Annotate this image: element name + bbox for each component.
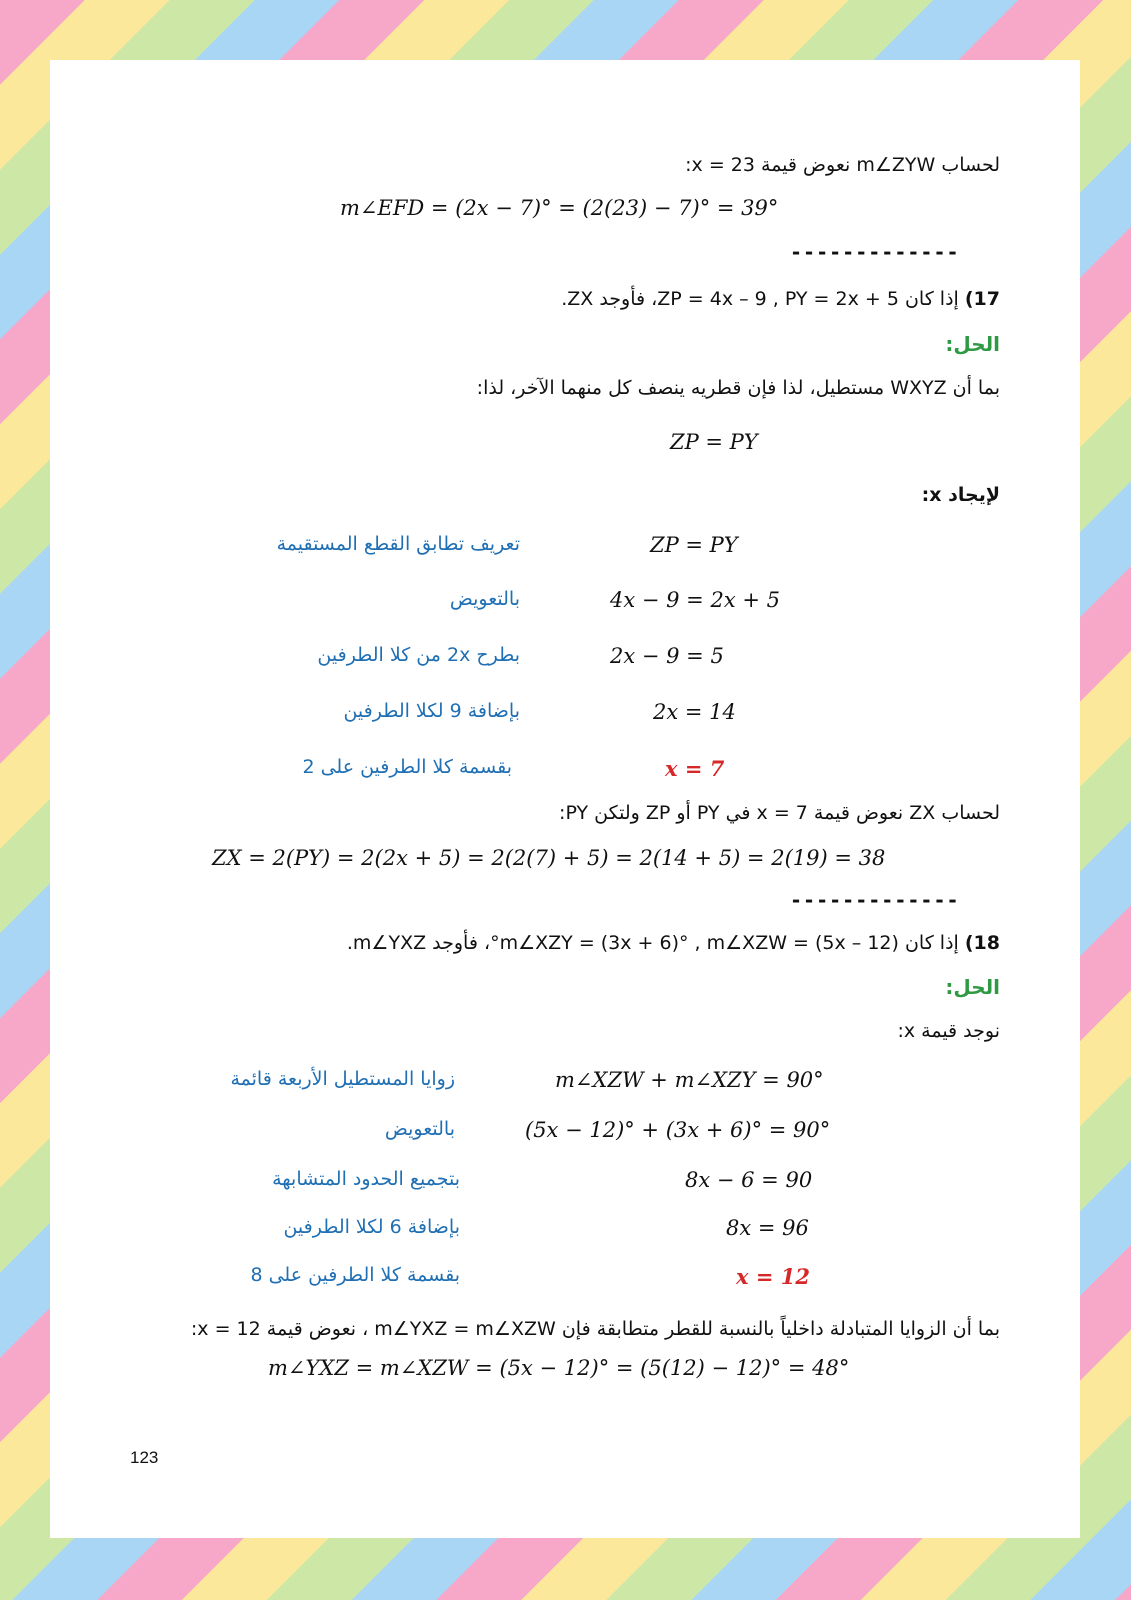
q18-step-2-reason: بالتعويض xyxy=(384,1118,455,1140)
q17-step-1-eq: ZP = PY xyxy=(650,533,738,557)
question-18 xyxy=(347,932,1000,955)
q18-conclusion: بما أن الزوايا المتبادلة داخلياً بالنسبة للقطر متطابقة فإن m∠YXZ = m∠XZW ، نعوض قيمة x = 12: xyxy=(190,1318,1000,1340)
q17-final-equation: ZX = 2(PY) = 2(2x + 5) = 2(2(7) + 5) = 2(14 + 5) = 2(19) = 38 xyxy=(212,846,886,870)
q17-step-2-eq: 4x − 9 = 2x + 5 xyxy=(610,588,780,612)
question-17-number: 17) xyxy=(964,288,1000,310)
q17-step-1-reason: تعريف تطابق القطع المستقيمة xyxy=(276,533,520,555)
zyw-intro: لحساب m∠ZYW نعوض قيمة x = 23: xyxy=(685,154,1000,176)
q18-step-3-reason: بتجميع الحدود المتشابهة xyxy=(272,1168,460,1190)
question-17 xyxy=(561,288,1000,311)
q18-solution-label: الحل: xyxy=(945,975,1000,999)
q17-step-3-reason: بطرح 2x من كلا الطرفين xyxy=(317,644,520,666)
page-number: 123 xyxy=(130,1448,159,1467)
q18-find-x: نوجد قيمة x: xyxy=(897,1020,1000,1042)
q18-step-2-eq: (5x − 12)° + (3x + 6)° = 90° xyxy=(525,1118,831,1142)
q18-step-4-eq: 8x = 96 xyxy=(726,1216,809,1240)
q18-step-3-eq: 8x − 6 = 90 xyxy=(685,1168,813,1192)
separator-2: ------------- xyxy=(790,888,960,912)
q17-step-5-eq: x = 7 xyxy=(665,756,725,781)
q17-find-x: لإيجاد x: xyxy=(921,484,1000,506)
q17-step-4-reason: بإضافة 9 لكلا الطرفين xyxy=(343,700,520,722)
q18-step-1-reason: زوايا المستطيل الأربعة قائمة xyxy=(230,1068,455,1090)
q17-reason-text: بما أن WXYZ مستطيل، لذا فإن قطريه ينصف كل منهما الآخر، لذا: xyxy=(476,377,1000,399)
efd-equation: m∠EFD = (2x − 7)° = (2(23) − 7)° = 39° xyxy=(340,196,779,220)
question-18-text: إذا كان m∠XZY = (3x + 6)° , m∠XZW = (5x – 12)°، فأوجد m∠YXZ. xyxy=(346,932,959,954)
question-17-text: إذا كان ZP = 4x – 9 , PY = 2x + 5، فأوجد ZX. xyxy=(561,288,959,310)
q17-solution-label: الحل: xyxy=(945,332,1000,356)
question-18-number: 18) xyxy=(964,932,1000,954)
q18-step-1-eq: m∠XZW + m∠XZY = 90° xyxy=(555,1068,824,1092)
q17-step-4-eq: 2x = 14 xyxy=(653,700,736,724)
q18-final-equation: m∠YXZ = m∠XZW = (5x − 12)° = (5(12) − 12)° = 48° xyxy=(268,1356,850,1380)
q18-step-5-eq: x = 12 xyxy=(736,1264,810,1289)
q17-step-3-eq: 2x − 9 = 5 xyxy=(610,644,724,668)
q17-step-5-reason: بقسمة كلا الطرفين على 2 xyxy=(302,756,512,778)
worksheet-page xyxy=(50,60,1080,1538)
q18-step-5-reason: بقسمة كلا الطرفين على 8 xyxy=(250,1264,460,1286)
q17-main-equation: ZP = PY xyxy=(670,430,758,454)
q18-step-4-reason: بإضافة 6 لكلا الطرفين xyxy=(283,1216,460,1238)
q17-sub-intro: لحساب ZX نعوض قيمة x = 7 في PY أو ZP ولتكن PY: xyxy=(559,802,1000,824)
q17-step-2-reason: بالتعويض xyxy=(449,588,520,610)
separator-1: ------------- xyxy=(790,240,960,264)
